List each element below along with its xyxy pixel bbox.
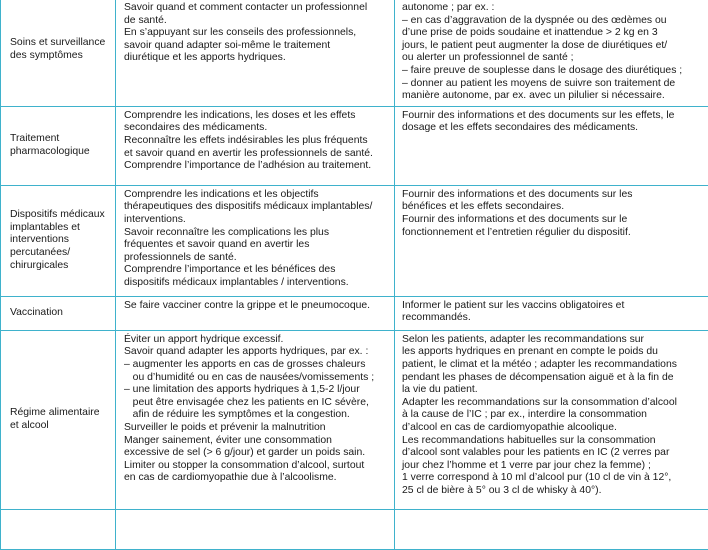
text-line: professionnels de santé. <box>124 252 390 265</box>
text-line: Adapter les recommandations sur la consommation d’alcool <box>402 397 704 410</box>
text-line: thérapeutiques des dispositifs médicaux implantables/ <box>124 201 390 214</box>
actions-cell <box>395 296 708 330</box>
actions-cell <box>395 185 708 296</box>
text-line: Savoir quand adapter les apports hydriques, par ex. : <box>124 346 390 359</box>
table-row <box>1 185 708 296</box>
text-line: Savoir reconnaître les complications les plus <box>124 227 390 240</box>
text-line: dispositifs médicaux implantables / interventions. <box>124 277 390 290</box>
text-line: Informer le patient sur les vaccins obligatoires et <box>402 300 704 313</box>
text-line: afin de réduire les symptômes et la congestion. <box>124 409 390 422</box>
text-line: 1 verre correspond à 10 ml d’alcool pur (10 cl de vin à 12°, <box>402 472 704 485</box>
text-line: Comprendre l’importance de l’adhésion au traitement. <box>124 160 390 173</box>
text-line: fonctionnement et l’entretien régulier du dispositif. <box>402 227 704 240</box>
text-line: – en cas d’aggravation de la dyspnée ou des œdèmes ou <box>402 15 704 28</box>
objectives-cell <box>116 106 395 185</box>
text-line: jours, le patient peut augmenter la dose de diurétiques et/ <box>402 40 704 53</box>
text-line: En s’appuyant sur les conseils des professionnels, <box>124 27 390 40</box>
text-line: patient, le climat et la météo ; adapter les recommandations <box>402 359 704 372</box>
text-line: de santé. <box>124 15 390 28</box>
text-line: Savoir quand et comment contacter un professionnel <box>124 2 390 15</box>
table-row <box>1 509 708 549</box>
text-line: Éviter un apport hydrique excessif. <box>124 334 390 347</box>
actions-cell <box>395 509 708 549</box>
text-line: la vie du patient. <box>402 384 704 397</box>
text-line: Comprendre les indications et les objectifs <box>124 189 390 202</box>
text-line: excessive de sel (> 6 g/jour) et garder un poids sain. <box>124 447 390 460</box>
text-line: autonome ; par ex. : <box>402 2 704 15</box>
text-line: Limiter ou stopper la consommation d’alcool, surtout <box>124 460 390 473</box>
text-line: Comprendre les indications, les doses et les effets <box>124 110 390 123</box>
actions-cell <box>395 0 708 106</box>
text-line: ou d’humidité ou en cas de nausées/vomissements ; <box>124 372 390 385</box>
table-row <box>1 0 708 106</box>
text-line: Surveiller le poids et prévenir la malnutrition <box>124 422 390 435</box>
text-line: les apports hydriques en prenant en compte le poids du <box>402 346 704 359</box>
table-row <box>1 330 708 509</box>
text-line: fréquentes et savoir quand en avertir les <box>124 239 390 252</box>
text-line: dosage et les effets secondaires des médicaments. <box>402 122 704 135</box>
text-line: Fournir des informations et des documents sur les effets, le <box>402 110 704 123</box>
text-line: d’alcool sont valables pour les patients en IC (2 verres par <box>402 447 704 460</box>
text-line: – donner au patient les moyens de suivre son traitement de <box>402 78 704 91</box>
text-line: Fournir des informations et des documents sur les <box>402 189 704 202</box>
topic-cell <box>1 509 116 549</box>
text-line: ou alerter un professionnel de santé ; <box>402 52 704 65</box>
table-row <box>1 106 708 185</box>
text-line: secondaires des médicaments. <box>124 122 390 135</box>
text-line: d’alcool en cas de cardiomyopathie alcoolique. <box>402 422 704 435</box>
text-line: – faire preuve de souplesse dans le dosage des diurétiques ; <box>402 65 704 78</box>
topic-cell: Régime alimentaire et alcool <box>1 330 116 509</box>
text-line: 25 cl de bière à 5° ou 3 cl de whisky à 40°). <box>402 485 704 498</box>
text-line: Comprendre l’importance et les bénéfices des <box>124 264 390 277</box>
objectives-cell <box>116 185 395 296</box>
text-line: Selon les patients, adapter les recommandations sur <box>402 334 704 347</box>
topic-cell: Dispositifs médicaux implantables et interventions percutanées/ chirurgicales <box>1 185 116 296</box>
actions-cell <box>395 330 708 509</box>
text-line: et savoir quand en avertir les professionnels de santé. <box>124 148 390 161</box>
text-line: manière autonome, par ex. avec un pilulier si nécessaire. <box>402 90 704 103</box>
text-line: – augmenter les apports en cas de grosses chaleurs <box>124 359 390 372</box>
topic-cell: Vaccination <box>1 296 116 330</box>
text-line: Reconnaître les effets indésirables les plus fréquents <box>124 135 390 148</box>
text-line: Se faire vacciner contre la grippe et le pneumocoque. <box>124 300 390 313</box>
text-line: Les recommandations habituelles sur la consommation <box>402 435 704 448</box>
text-line: savoir quand adapter soi-même le traitement <box>124 40 390 53</box>
text-line: jour chez l’homme et 1 verre par jour chez la femme) ; <box>402 460 704 473</box>
objectives-cell <box>116 509 395 549</box>
text-line: en cas de cardiomyopathie due à l’alcoolisme. <box>124 472 390 485</box>
objectives-cell <box>116 296 395 330</box>
text-line: bénéfices et les effets secondaires. <box>402 201 704 214</box>
text-line: – une limitation des apports hydriques à 1,5-2 l/jour <box>124 384 390 397</box>
text-line: diurétique et les apports hydriques. <box>124 52 390 65</box>
objectives-cell <box>116 330 395 509</box>
text-line: Fournir des informations et des documents sur le <box>402 214 704 227</box>
text-line: à la cause de l’IC ; par ex., interdire la consommation <box>402 409 704 422</box>
topic-cell: Soins et surveillance des symptômes <box>1 0 116 106</box>
text-line: interventions. <box>124 214 390 227</box>
objectives-cell <box>116 0 395 106</box>
topic-cell: Traitement pharmacologique <box>1 106 116 185</box>
actions-cell <box>395 106 708 185</box>
text-line: pendant les phases de décompensation aiguë et à la fin de <box>402 372 704 385</box>
text-line: peut être envisagée chez les patients en IC sévère, <box>124 397 390 410</box>
text-line: Manger sainement, éviter une consommation <box>124 435 390 448</box>
text-line: d’une prise de poids soudaine et inattendue > 2 kg en 3 <box>402 27 704 40</box>
text-line: recommandés. <box>402 312 704 325</box>
table-row <box>1 296 708 330</box>
